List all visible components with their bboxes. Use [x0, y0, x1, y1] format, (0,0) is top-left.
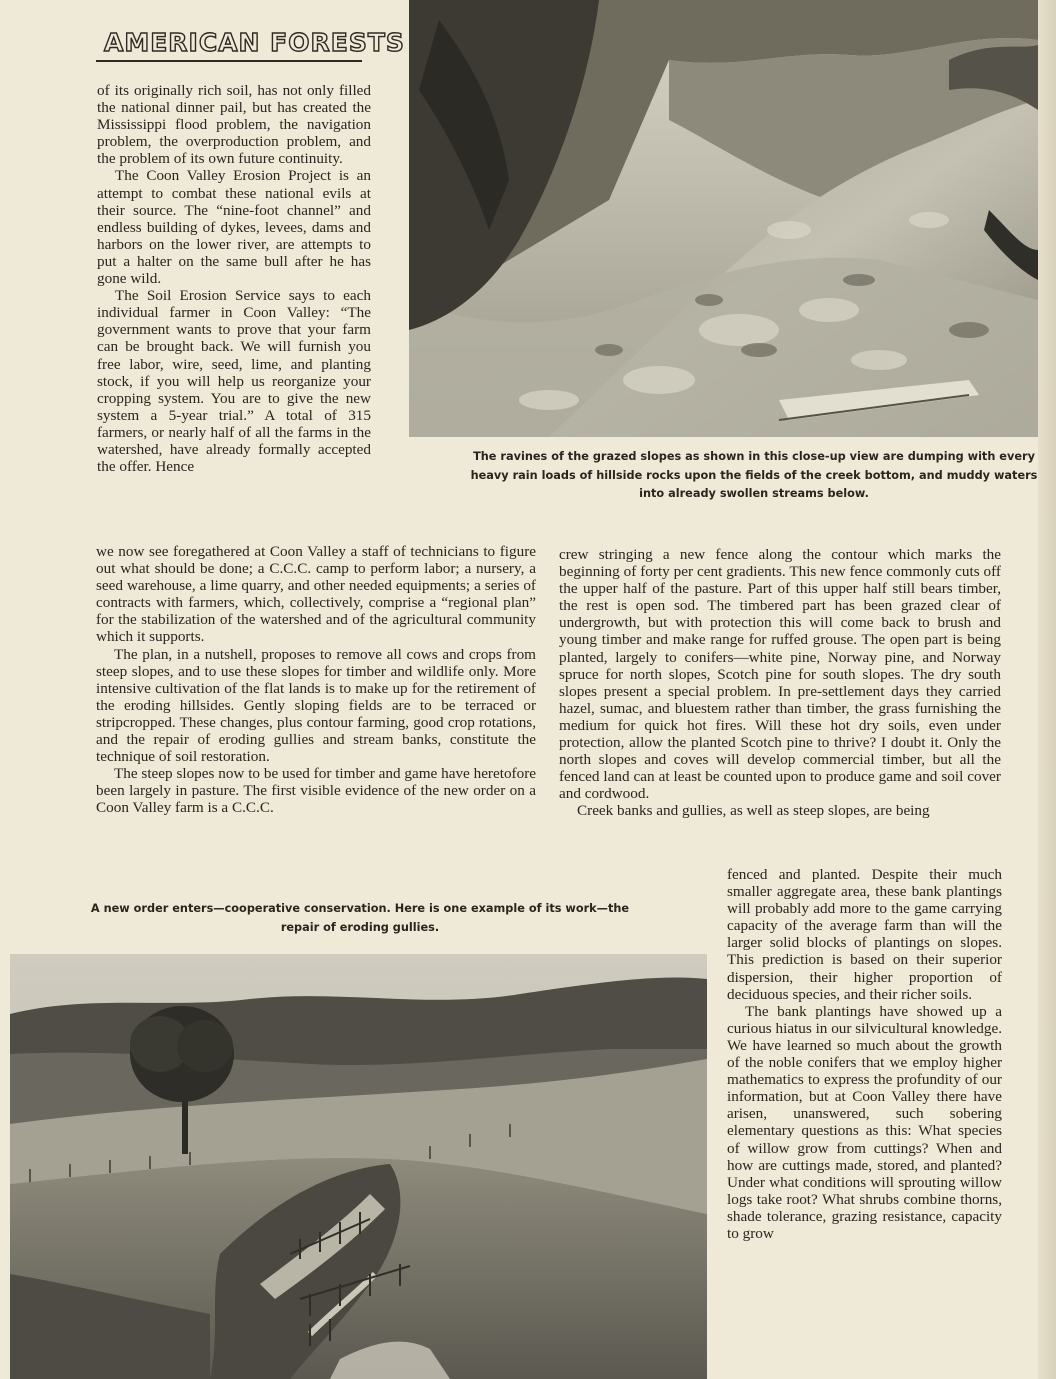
paragraph: The Soil Erosion Service says to each individual farmer in Coon Valley: “The government wants to prove that your farm can be brought back. We will furnish you free labor, wire, seed, lime, and planting stock, if you will help us reorganize your cropping system. You are to give the new system a 5-year trial.” A total of 315 farmers, or nearly half of all the farms in the watershed, have already formally accepted the offer. Hence	[97, 287, 371, 476]
ravine-photo	[409, 0, 1038, 437]
article-column-left-upper	[97, 82, 371, 475]
masthead-rule	[96, 60, 362, 62]
paragraph: The bank plantings have showed up a curious hiatus in our silvicultural knowledge. We have learned so much about the growth of the noble conifers that we employ higher mathematics to express the profundity of our information, but at Coon Valley there have arisen, unanswered, such sobering elementary questions as this: What species of willow grow from cuttings? When and how are cuttings made, stored, and planted? Under what conditions will sprouting willow logs take root? What shrubs combine thorns, shade tolerance, grazing resistance, capacity to grow	[727, 1002, 1003, 1242]
article-column-right-upper	[559, 546, 1001, 820]
article-column-left-lower	[96, 543, 536, 817]
paragraph: of its originally rich soil, has not only filled the national dinner pail, but has created the Mississippi flood problem, the navigation problem, the overproduction problem, and the problem of its own future continuity.	[97, 82, 371, 168]
article-column-right-lower	[727, 866, 1002, 1242]
paragraph: The steep slopes now to be used for timber and game have heretofore been largely in pasture. The first visible evidence of the new order on a Coon Valley farm is a C.C.C.	[96, 765, 536, 817]
paragraph: The Coon Valley Erosion Project is an attempt to combat these national evils at their source. The “nine-foot channel” and endless building of dykes, levees, dams and harbors on the lower river, are attempts to put a halter on the same bull after he has gone wild.	[97, 167, 371, 288]
paragraph: fenced and planted. Despite their much smaller aggregate area, these bank plantings will probably add more to the game carrying capacity of the average farm than will the larger solid blocks of plantings on slopes. This prediction is based on their superior dispersion, their higher proportion of deciduous species, and their richer soils.	[727, 866, 1002, 1003]
ravine-photo-caption: The ravines of the grazed slopes as shown in this close-up view are dumping with every heavy rain loads of hillside rocks upon the fields of the creek bottom, and muddy waters into already swollen streams below.	[470, 450, 1038, 500]
masthead-title: AMERICAN FORESTS	[104, 28, 405, 57]
gully-photo-caption: A new order enters—cooperative conservation. Here is one example of its work—the repair of eroding gullies.	[90, 902, 630, 934]
paragraph: we now see foregathered at Coon Valley a staff of technicians to figure out what should be done; a C.C.C. camp to perform labor; a nursery, a seed warehouse, a lime quarry, and other needed equipments; a series of contracts with farmers, which, collectively, comprise a “regional plan” for the stabilization of the watershed and of the agricultural community which it supports.	[96, 543, 536, 646]
paragraph: crew stringing a new fence along the contour which marks the beginning of forty per cent gradients. This new fence commonly cuts off the upper half of the pasture. Part of this upper half still bears timber, the rest is open sod. The timbered part has been grazed clear of undergrowth, but with protection this will come back to brush and young timber and make range for ruffed grouse. The open part is being planted, largely to conifers—white pine, Norway pine, and Norway spruce for north slopes, Scotch pine for south slopes. The dry south slopes present a special problem. In pre-settlement days they carried hazel, sumac, and bluestem rather than timber, the grass furnishing the medium for quick hot fires. Will these hot dry soils, even under protection, allow the planted Scotch pine to thrive? I doubt it. Only the north slopes and coves will develop commercial timber, but all the fenced land can at least be counted upon to produce game and soil cover and cordwood.	[559, 546, 1001, 803]
gully-repair-photo	[10, 954, 707, 1379]
paragraph: Creek banks and gullies, as well as steep slopes, are being	[577, 802, 930, 820]
paragraph: The plan, in a nutshell, proposes to remove all cows and crops from steep slopes, and to use these slopes for timber and wildlife only. More intensive cultivation of the flat lands is to make up for the retirement of the eroding hillsides. Gently sloping fields are to be terraced or stripcropped. These changes, plus contour farming, good crop rotations, and the repair of eroding gullies and stream banks, constitute the technique of soil restoration.	[96, 645, 536, 766]
page-edge	[1038, 0, 1056, 1379]
